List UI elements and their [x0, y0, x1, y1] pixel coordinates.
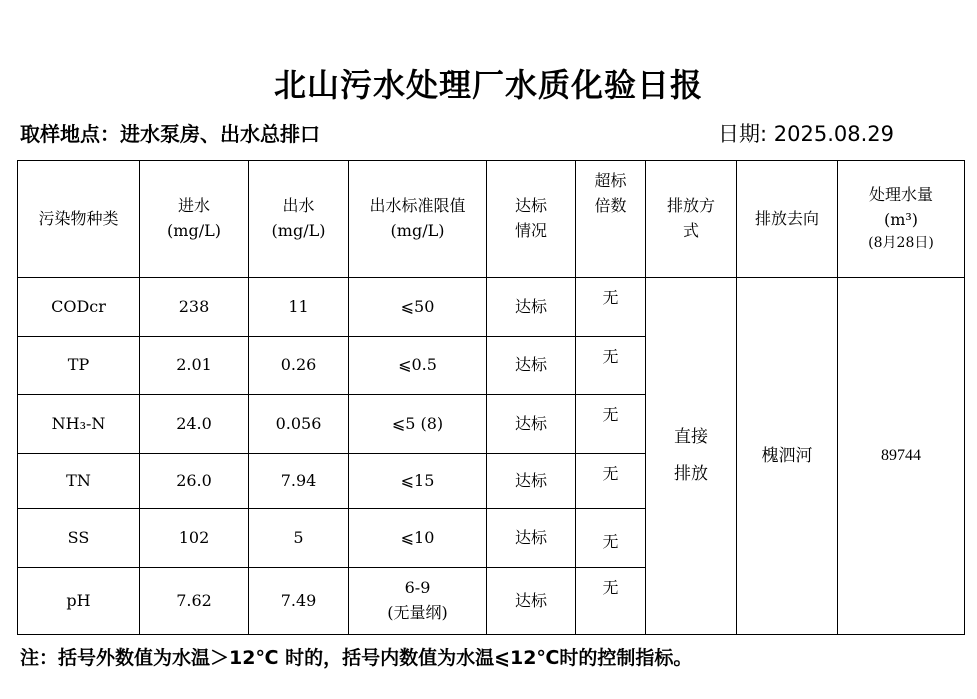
row-exceed: 无: [576, 278, 646, 337]
row-status: 达标: [487, 509, 576, 568]
row-limit: 6-9 (无量纲): [349, 568, 487, 635]
row-exceed: 无: [576, 337, 646, 395]
row-limit: ⩽10: [349, 509, 487, 568]
row-limit: ⩽15: [349, 454, 487, 509]
row-status: 达标: [487, 395, 576, 454]
treated-volume: 89744: [838, 278, 965, 635]
row-outflow: 7.94: [249, 454, 349, 509]
row-name: TN: [18, 454, 140, 509]
row-outflow: 0.056: [249, 395, 349, 454]
report-title: 北山污水处理厂水质化验日报: [273, 66, 703, 104]
row-status: 达标: [487, 337, 576, 395]
report-date: 日期: 2025.08.29: [718, 122, 894, 146]
row-inflow: 102: [140, 509, 249, 568]
row-exceed: 无: [576, 454, 646, 509]
header-discharge-dest: 排放去向: [737, 161, 838, 278]
row-outflow: 5: [249, 509, 349, 568]
row-status: 达标: [487, 454, 576, 509]
discharge-destination: 槐泗河: [737, 278, 838, 635]
row-limit: ⩽0.5: [349, 337, 487, 395]
header-pollutant: 污染物种类: [18, 161, 140, 278]
row-status: 达标: [487, 568, 576, 635]
row-exceed: 无: [576, 568, 646, 635]
row-name: NH₃-N: [18, 395, 140, 454]
row-exceed: 无: [576, 509, 646, 568]
row-inflow: 24.0: [140, 395, 249, 454]
row-exceed: 无: [576, 395, 646, 454]
water-quality-table: [17, 160, 965, 635]
row-inflow: 26.0: [140, 454, 249, 509]
sampling-location: 取样地点：进水泵房、出水总排口: [20, 122, 320, 146]
header-outflow: 出水 (mg/L): [249, 161, 349, 278]
header-limit: 出水标准限值 (mg/L): [349, 161, 487, 278]
row-name: TP: [18, 337, 140, 395]
row-status: 达标: [487, 278, 576, 337]
table-row: [18, 278, 965, 337]
header-compliance: 达标 情况: [487, 161, 576, 278]
header-volume: 处理水量 (m³) (8月28日): [838, 161, 965, 278]
row-inflow: 238: [140, 278, 249, 337]
header-row: [18, 161, 965, 278]
row-limit: ⩽50: [349, 278, 487, 337]
row-name: CODcr: [18, 278, 140, 337]
row-outflow: 7.49: [249, 568, 349, 635]
row-outflow: 0.26: [249, 337, 349, 395]
header-inflow: 进水 (mg/L): [140, 161, 249, 278]
row-limit: ⩽5 (8): [349, 395, 487, 454]
discharge-method: 直接 排放: [646, 278, 737, 635]
footnote: 注：括号外数值为水温＞12℃ 时的，括号内数值为水温⩽12℃时的控制指标。: [20, 647, 693, 669]
row-inflow: 2.01: [140, 337, 249, 395]
row-inflow: 7.62: [140, 568, 249, 635]
header-exceed: 超标 倍数: [576, 161, 646, 278]
header-discharge-method: 排放方 式: [646, 161, 737, 278]
row-name: pH: [18, 568, 140, 635]
row-name: SS: [18, 509, 140, 568]
row-outflow: 11: [249, 278, 349, 337]
